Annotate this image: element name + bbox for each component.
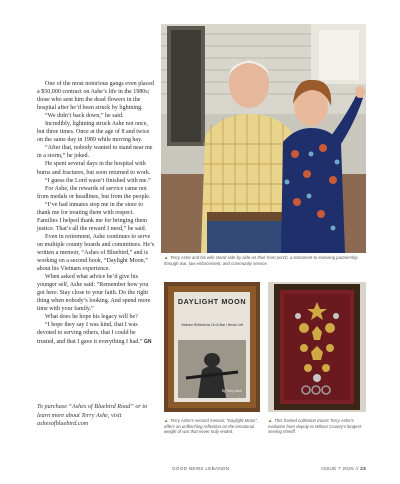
issue-label: ISSUE 7 2025	[321, 466, 354, 471]
couple-photo	[161, 24, 366, 253]
book-author: By Terry Ashe	[221, 389, 242, 393]
paragraph: When asked what advice he’d give his younger self, Ashe said: “Remember how you got here. Stay close to your faith. Do the right thing when nobody’s looking. And spend more time with your family.”	[37, 274, 151, 313]
paragraph: “I guess the Lord wasn’t finished with me.”	[45, 177, 151, 184]
main-photo-caption	[164, 255, 366, 266]
paragraph: “After that, nobody wanted to stand near me in a storm,” he joked.	[37, 145, 153, 160]
paragraph-last	[37, 321, 155, 345]
badge-frame-photo	[268, 282, 366, 412]
paragraph: One of the most notorious gangs even placed a $50,000 contract on Ashe’s life in the 1980s; those who sent him the dead flowers in the hospital after he’d been struck by lightning.	[37, 81, 154, 112]
caption-text: Terry Ashe and his wife stand side by side on their front porch, a testament to enduring partnership through war, law enforcement, and community service.	[164, 255, 358, 266]
caption-marker-icon: ▲	[164, 255, 169, 260]
book-subtitle: Vietnam Reflections On A War I Never Left	[180, 323, 244, 327]
paragraph: “We didn’t back down,” he said.	[45, 113, 124, 120]
purchase-note: To purchase “Ashes of Bluebird Road” or to learn more about Terry Ashe, visit ashesofbluebird.com	[37, 403, 148, 428]
caption-text: Terry Ashe’s second memoir, “Daylight Moon”, offers an unflinching reflection on the emotional weight of war that never truly ended.	[164, 418, 258, 435]
last-paragraph-text: “I hope they say I was kind, that I was devoted to serving others, that I could be trusted, and that I gave it everything I had.”	[37, 322, 143, 345]
caption-marker-icon: ▲	[164, 418, 169, 423]
issue-and-page: ISSUE 7 2025 // 23	[321, 466, 366, 471]
caption-marker-icon: ▲	[268, 418, 273, 423]
caption-text: This framed collection traces Terry Ashe’s evolution from deputy to Wilson County’s longest-serving sheriff.	[268, 418, 363, 435]
book-caption	[164, 418, 260, 435]
paragraph: “I’ve had inmates stop me in the store to thank me for treating them with respect. Families I helped thank me for bringing them justice. That’s all the reward I need,” he said.	[37, 201, 147, 232]
publication-name: GOOD NEWS LEBANON	[172, 466, 230, 471]
article-body	[37, 80, 155, 346]
paragraph: He spent several days in the hospital with burns and fractures, but soon returned to work.	[37, 161, 151, 176]
paragraph: Even in retirement, Ashe continues to serve on multiple county boards and committees. He’s written a memoir, “Ashes of Bluebird,” and is working on a second book, “Daylight Moon,” about his Vietnam experience.	[37, 233, 155, 273]
paragraph: What does he hope his legacy will be?	[45, 314, 138, 321]
paragraph: For Ashe, the rewards of service came not from medals or headlines, but from the people.	[37, 185, 151, 200]
book-title: DAYLIGHT MOON	[177, 297, 247, 306]
paragraph: Incredibly, lightning struck Ashe not once, but three times. Once at the age of 8 and twice on the same day in 1989 while moving hay.	[37, 121, 150, 144]
end-mark: GN	[143, 338, 152, 345]
book-cover-photo	[164, 282, 260, 412]
page-number: 23	[360, 466, 366, 471]
frame-caption	[268, 418, 366, 435]
